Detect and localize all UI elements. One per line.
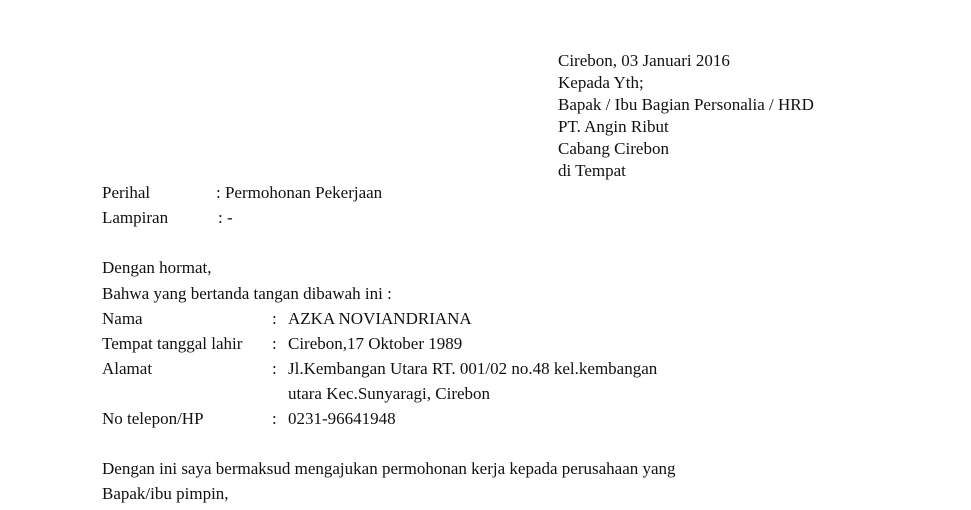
recipient-company: PT. Angin Ribut — [558, 117, 669, 136]
body-line-1: Dengan ini saya bermaksud mengajukan permohonan kerja kepada perusahaan yang — [102, 459, 676, 478]
address-line-1: Jl.Kembangan Utara RT. 001/02 no.48 kel.kembangan — [288, 359, 658, 378]
phone-label: No telepon/HP — [102, 409, 204, 428]
birth-colon: : — [272, 334, 277, 353]
address-label: Alamat — [102, 359, 153, 378]
name-value: AZKA NOVIANDRIANA — [288, 309, 472, 328]
address-line-2: utara Kec.Sunyaragi, Cirebon — [288, 384, 491, 403]
attachment-value: : - — [218, 208, 233, 227]
name-label: Nama — [102, 309, 143, 328]
recipient-department: Bapak / Ibu Bagian Personalia / HRD — [558, 95, 814, 114]
recipient-to: Kepada Yth; — [558, 73, 644, 92]
attachment-label: Lampiran — [102, 208, 169, 227]
birth-label: Tempat tanggal lahir — [102, 334, 243, 353]
phone-colon: : — [272, 409, 277, 428]
intro-text: Bahwa yang bertanda tangan dibawah ini : — [102, 284, 392, 303]
recipient-branch: Cabang Cirebon — [558, 139, 669, 158]
subject-label: Perihal — [102, 183, 151, 202]
birth-value: Cirebon,17 Oktober 1989 — [288, 334, 463, 353]
greeting: Dengan hormat, — [102, 258, 212, 277]
phone-value: 0231-96641948 — [288, 409, 396, 428]
name-colon: : — [272, 309, 277, 328]
subject-value: : Permohonan Pekerjaan — [216, 183, 383, 202]
address-colon: : — [272, 359, 277, 378]
body-line-2: Bapak/ibu pimpin, — [102, 484, 229, 503]
place-date: Cirebon, 03 Januari 2016 — [558, 51, 730, 70]
recipient-location: di Tempat — [558, 161, 626, 180]
